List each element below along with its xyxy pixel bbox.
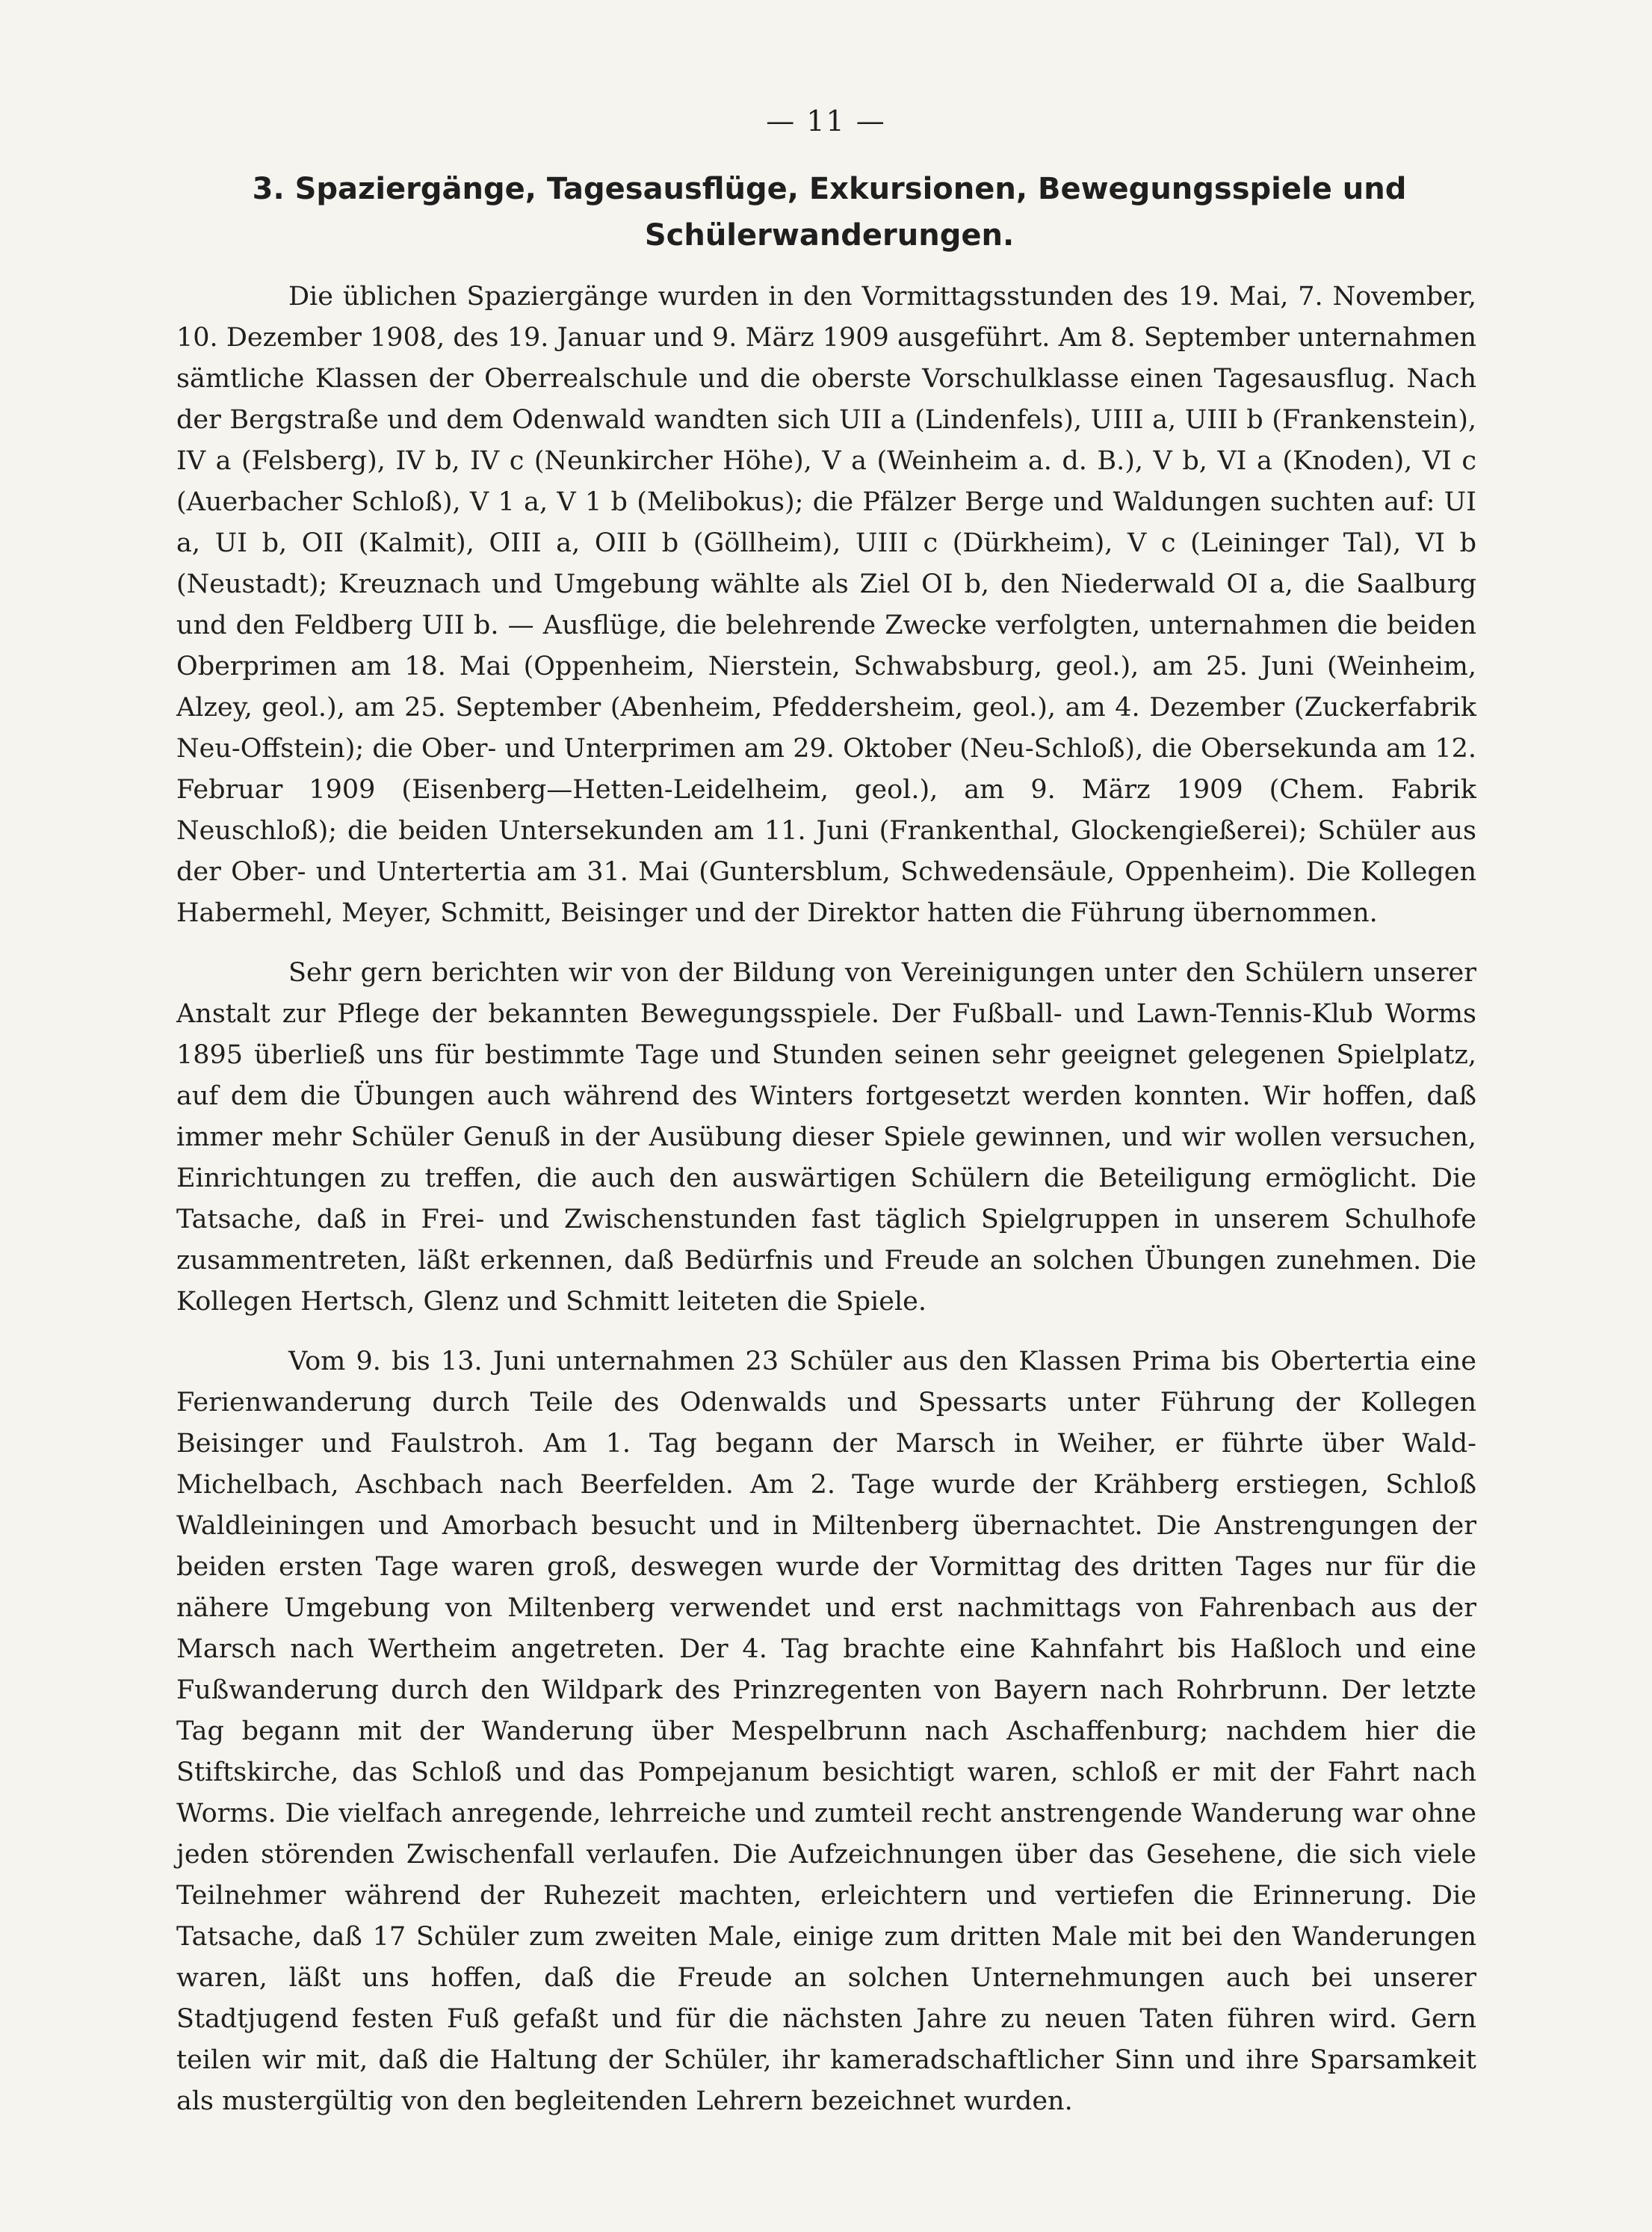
page-number: — 11 — <box>766 105 886 137</box>
paragraph-games: Sehr gern berichten wir von der Bildung von Vereinigungen unter den Schülern unserer Anstalt zur Pflege der bekannten Bewegungsspiele. Der Fußball- und Lawn-Tennis-Klub Worms 1895 überließ uns für bestimmte Tage und Stunden seinen sehr geeignet gelegenen Spielplatz, auf dem die Übungen auch während des Winters fortgesetzt werden konnten. Wir hoffen, daß immer mehr Schüler Genuß in der Ausübung dieser Spiele gewinnen, und wir wollen versuchen, Einrichtungen zu treffen, die auch den auswärtigen Schülern die Beteiligung ermöglicht. Die Tatsache, daß in Frei- und Zwischenstunden fast täglich Spielgruppen in unserem Schulhofe zusammentreten, läßt erkennen, daß Bedürfnis und Freude an solchen Übungen zunehmen. Die Kollegen Hertsch, Glenz und Schmitt leiteten die Spiele. <box>176 958 1476 1317</box>
section-heading <box>239 166 1420 259</box>
body-text <box>176 276 1476 2122</box>
section-heading-line-1: 3. Spaziergänge, Tagesausflüge, Exkursionen, Bewegungsspiele und <box>252 172 1407 206</box>
paragraph-hiking: Vom 9. bis 13. Juni unternahmen 23 Schüler aus den Klassen Prima bis Obertertia eine Ferienwanderung durch Teile des Odenwalds und Spessarts unter Führung der Kollegen Beisinger und Faulstroh. Am 1. Tag begann der Marsch in Weiher, er führte über Wald-Michelbach, Aschbach nach Beerfelden. Am 2. Tage wurde der Krähberg erstiegen, Schloß Waldleiningen und Amorbach besucht und in Miltenberg übernachtet. Die Anstrengungen der beiden ersten Tage waren groß, deswegen wurde der Vormittag des dritten Tages nur für die nähere Umgebung von Miltenberg verwendet und erst nachmittags von Fahrenbach aus der Marsch nach Wertheim angetreten. Der 4. Tag brachte eine Kahnfahrt bis Haßloch und eine Fußwanderung durch den Wildpark des Prinzregenten von Bayern nach Rohrbrunn. Der letzte Tag begann mit der Wanderung über Mespelbrunn nach Aschaffenburg; nachdem hier die Stiftskirche, das Schloß und das Pompejanum besichtigt waren, schloß er mit der Fahrt nach Worms. Die vielfach anregende, lehrreiche und zumteil recht anstrengende Wanderung war ohne jeden störenden Zwischenfall verlaufen. Die Aufzeichnungen über das Gesehene, die sich viele Teilnehmer während der Ruhezeit machten, erleichtern und vertiefen die Erinnerung. Die Tatsache, daß 17 Schüler zum zweiten Male, einige zum dritten Male mit bei den Wanderungen waren, läßt uns hoffen, daß die Freude an solchen Unternehmungen auch bei unserer Stadtjugend festen Fuß gefaßt und für die nächsten Jahre zu neuen Taten führen wird. Gern teilen wir mit, daß die Haltung der Schüler, ihr kameradschaftlicher Sinn und ihre Sparsamkeit als mustergültig von den begleitenden Lehrern bezeichnet wurden. <box>176 1347 1476 2116</box>
paragraph-excursions: Die üblichen Spaziergänge wurden in den Vormittagsstunden des 19. Mai, 7. November, 10. Dezember 1908, des 19. Januar und 9. März 1909 ausgeführt. Am 8. September unternahmen sämtliche Klassen der Oberrealschule und die oberste Vorschulklasse einen Tagesausflug. Nach der Bergstraße und dem Odenwald wandten sich UII a (Lindenfels), UIII a, UIII b (Frankenstein), IV a (Felsberg), IV b, IV c (Neunkircher Höhe), V a (Weinheim a. d. B.), V b, VI a (Knoden), VI c (Auerbacher Schloß), V 1 a, V 1 b (Melibokus); die Pfälzer Berge und Waldungen suchten auf: UI a, UI b, OII (Kalmit), OIII a, OIII b (Göllheim), UIII c (Dürkheim), V c (Leininger Tal), VI b (Neustadt); Kreuznach und Umgebung wählte als Ziel OI b, den Niederwald OI a, die Saalburg und den Feldberg UII b. — Ausflüge, die belehrende Zwecke verfolgten, unternahmen die beiden Oberprimen am 18. Mai (Oppenheim, Nierstein, Schwabsburg, geol.), am 25. Juni (Weinheim, Alzey, geol.), am 25. September (Abenheim, Pfeddersheim, geol.), am 4. Dezember (Zuckerfabrik Neu-Offstein); die Ober- und Unterprimen am 29. Oktober (Neu-Schloß), die Obersekunda am 12. Februar 1909 (Eisenberg—Hetten-Leidelheim, geol.), am 9. März 1909 (Chem. Fabrik Neuschloß); die beiden Untersekunden am 11. Juni (Frankenthal, Glockengießerei); Schüler aus der Ober- und Untertertia am 31. Mai (Guntersblum, Schwedensäule, Oppenheim). Die Kollegen Habermehl, Meyer, Schmitt, Beisinger und der Direktor hatten die Führung übernommen. <box>176 282 1476 928</box>
section-heading-line-2: Schülerwanderungen. <box>644 218 1015 253</box>
